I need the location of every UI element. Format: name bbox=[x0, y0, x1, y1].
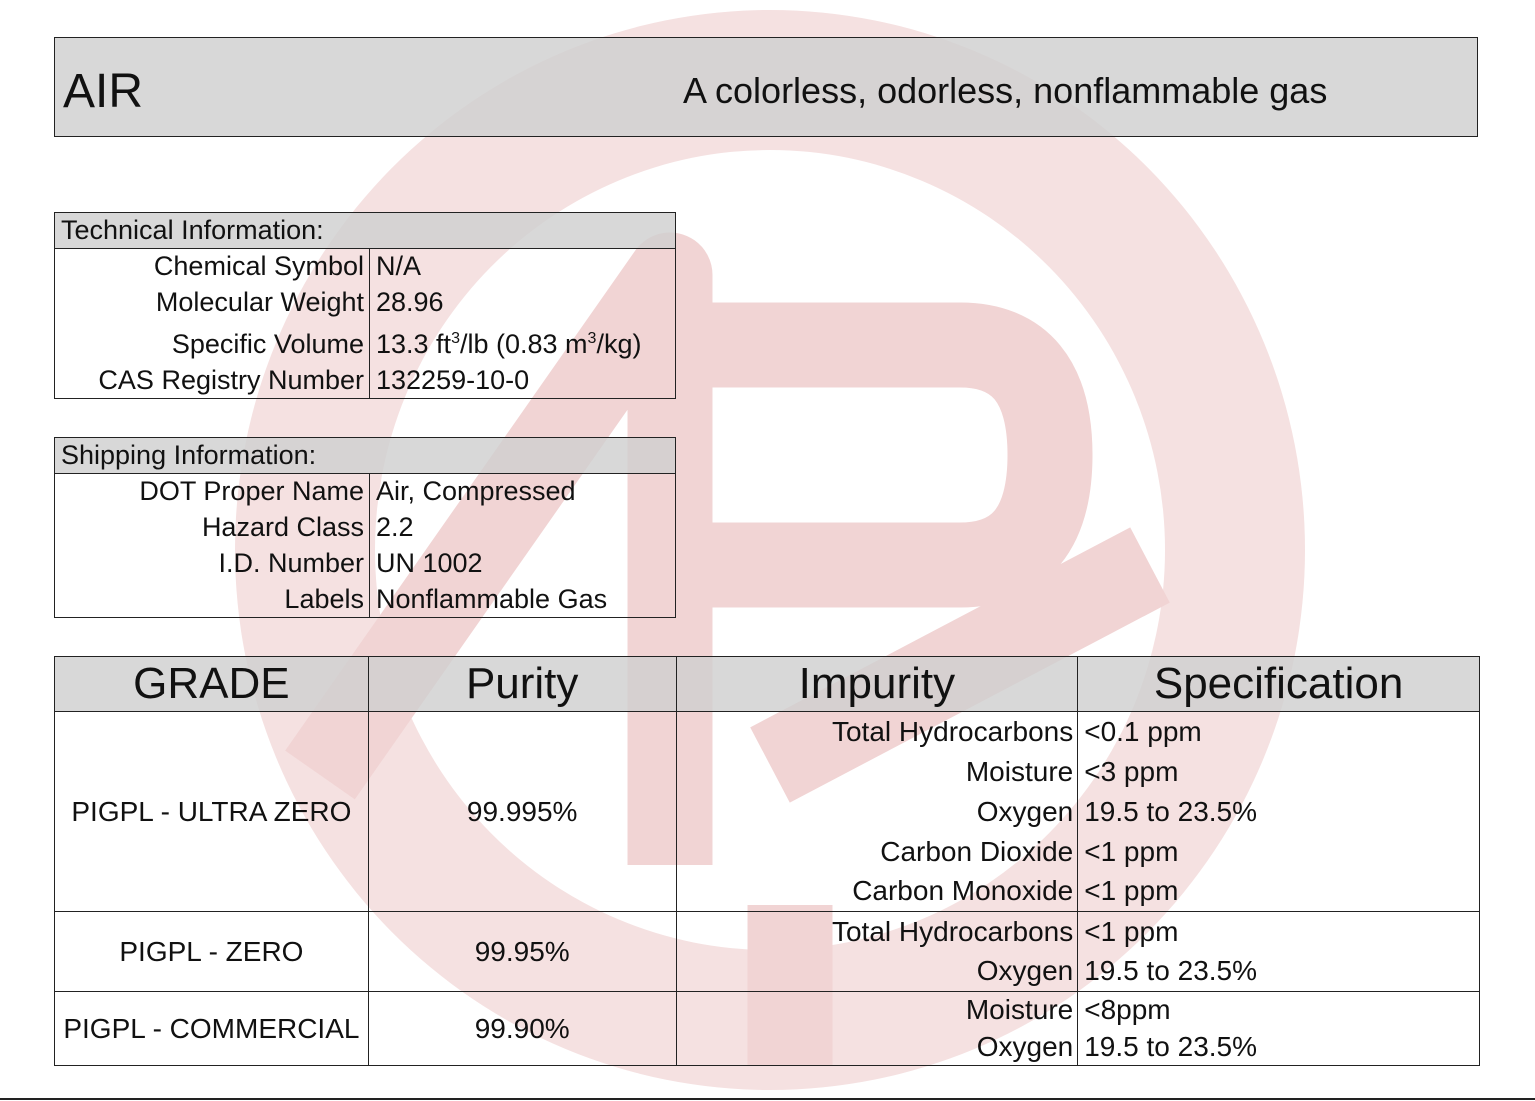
molecular-weight-value: 28.96 bbox=[370, 285, 676, 321]
specific-volume-value: 13.3 $ft^3/lb$ (0.83 $m^3/kg$) bbox=[370, 321, 676, 363]
grade-purity: 99.90% bbox=[368, 992, 676, 1066]
id-number-value: UN 1002 bbox=[370, 546, 676, 582]
dot-proper-name-value: Air, Compressed bbox=[370, 474, 676, 510]
cas-number-value: 132259-10-0 bbox=[370, 363, 676, 399]
impurity-spec: <3 ppm bbox=[1078, 752, 1480, 792]
table-row bbox=[55, 285, 676, 321]
molecular-weight-label: Molecular Weight bbox=[55, 285, 370, 321]
table-row bbox=[55, 510, 676, 546]
table-header-row bbox=[55, 657, 1480, 712]
shipping-information-table bbox=[54, 437, 676, 618]
table-row bbox=[55, 321, 676, 363]
impurity-name: Oxygen bbox=[676, 792, 1078, 832]
grade-name: PIGPL - COMMERCIAL bbox=[55, 992, 369, 1066]
impurity-column-header: Impurity bbox=[676, 657, 1078, 712]
hazard-class-label: Hazard Class bbox=[55, 510, 370, 546]
impurity-name: Total Hydrocarbons bbox=[676, 712, 1078, 752]
impurity-spec: <1 ppm bbox=[1078, 912, 1480, 952]
impurity-name: Total Hydrocarbons bbox=[676, 912, 1078, 952]
grade-specification-table bbox=[54, 656, 1480, 1066]
table-row bbox=[55, 992, 1480, 1029]
table-row bbox=[55, 912, 1480, 952]
impurity-name: Moisture bbox=[676, 752, 1078, 792]
hazard-class-value: 2.2 bbox=[370, 510, 676, 546]
labels-value: Nonflammable Gas bbox=[370, 582, 676, 618]
dot-proper-name-label: DOT Proper Name bbox=[55, 474, 370, 510]
impurity-spec: <8ppm bbox=[1078, 992, 1480, 1029]
impurity-spec: 19.5 to 23.5% bbox=[1078, 792, 1480, 832]
labels-label: Labels bbox=[55, 582, 370, 618]
title-bar bbox=[54, 37, 1478, 137]
impurity-name: Oxygen bbox=[676, 952, 1078, 992]
impurity-spec: <1 ppm bbox=[1078, 872, 1480, 912]
impurity-name: Oxygen bbox=[676, 1029, 1078, 1066]
impurity-name: Carbon Monoxide bbox=[676, 872, 1078, 912]
table-row bbox=[55, 474, 676, 510]
table-row bbox=[55, 363, 676, 399]
impurity-spec: <0.1 ppm bbox=[1078, 712, 1480, 752]
gas-description: A colorless, odorless, nonflammable gas bbox=[683, 70, 1328, 111]
impurity-spec: 19.5 to 23.5% bbox=[1078, 952, 1480, 992]
grade-purity: 99.995% bbox=[368, 712, 676, 912]
page-bottom-rule bbox=[0, 1098, 1535, 1100]
specification-column-header: Specification bbox=[1078, 657, 1480, 712]
technical-information-table bbox=[54, 212, 676, 399]
chemical-symbol-value: N/A bbox=[370, 249, 676, 285]
grade-name: PIGPL - ULTRA ZERO bbox=[55, 712, 369, 912]
table-row bbox=[55, 546, 676, 582]
cas-number-label: CAS Registry Number bbox=[55, 363, 370, 399]
shipping-information-heading: Shipping Information: bbox=[55, 438, 676, 474]
table-row bbox=[55, 582, 676, 618]
purity-column-header: Purity bbox=[368, 657, 676, 712]
chemical-symbol-label: Chemical Symbol bbox=[55, 249, 370, 285]
id-number-label: I.D. Number bbox=[55, 546, 370, 582]
grade-purity: 99.95% bbox=[368, 912, 676, 992]
technical-information-heading: Technical Information: bbox=[55, 213, 676, 249]
table-row bbox=[55, 712, 1480, 752]
table-row bbox=[55, 249, 676, 285]
gas-name: AIR bbox=[63, 65, 144, 118]
impurity-spec: <1 ppm bbox=[1078, 832, 1480, 872]
specific-volume-label: Specific Volume bbox=[55, 321, 370, 363]
grade-name: PIGPL - ZERO bbox=[55, 912, 369, 992]
grade-column-header: GRADE bbox=[55, 657, 369, 712]
impurity-name: Carbon Dioxide bbox=[676, 832, 1078, 872]
impurity-name: Moisture bbox=[676, 992, 1078, 1029]
impurity-spec: 19.5 to 23.5% bbox=[1078, 1029, 1480, 1066]
